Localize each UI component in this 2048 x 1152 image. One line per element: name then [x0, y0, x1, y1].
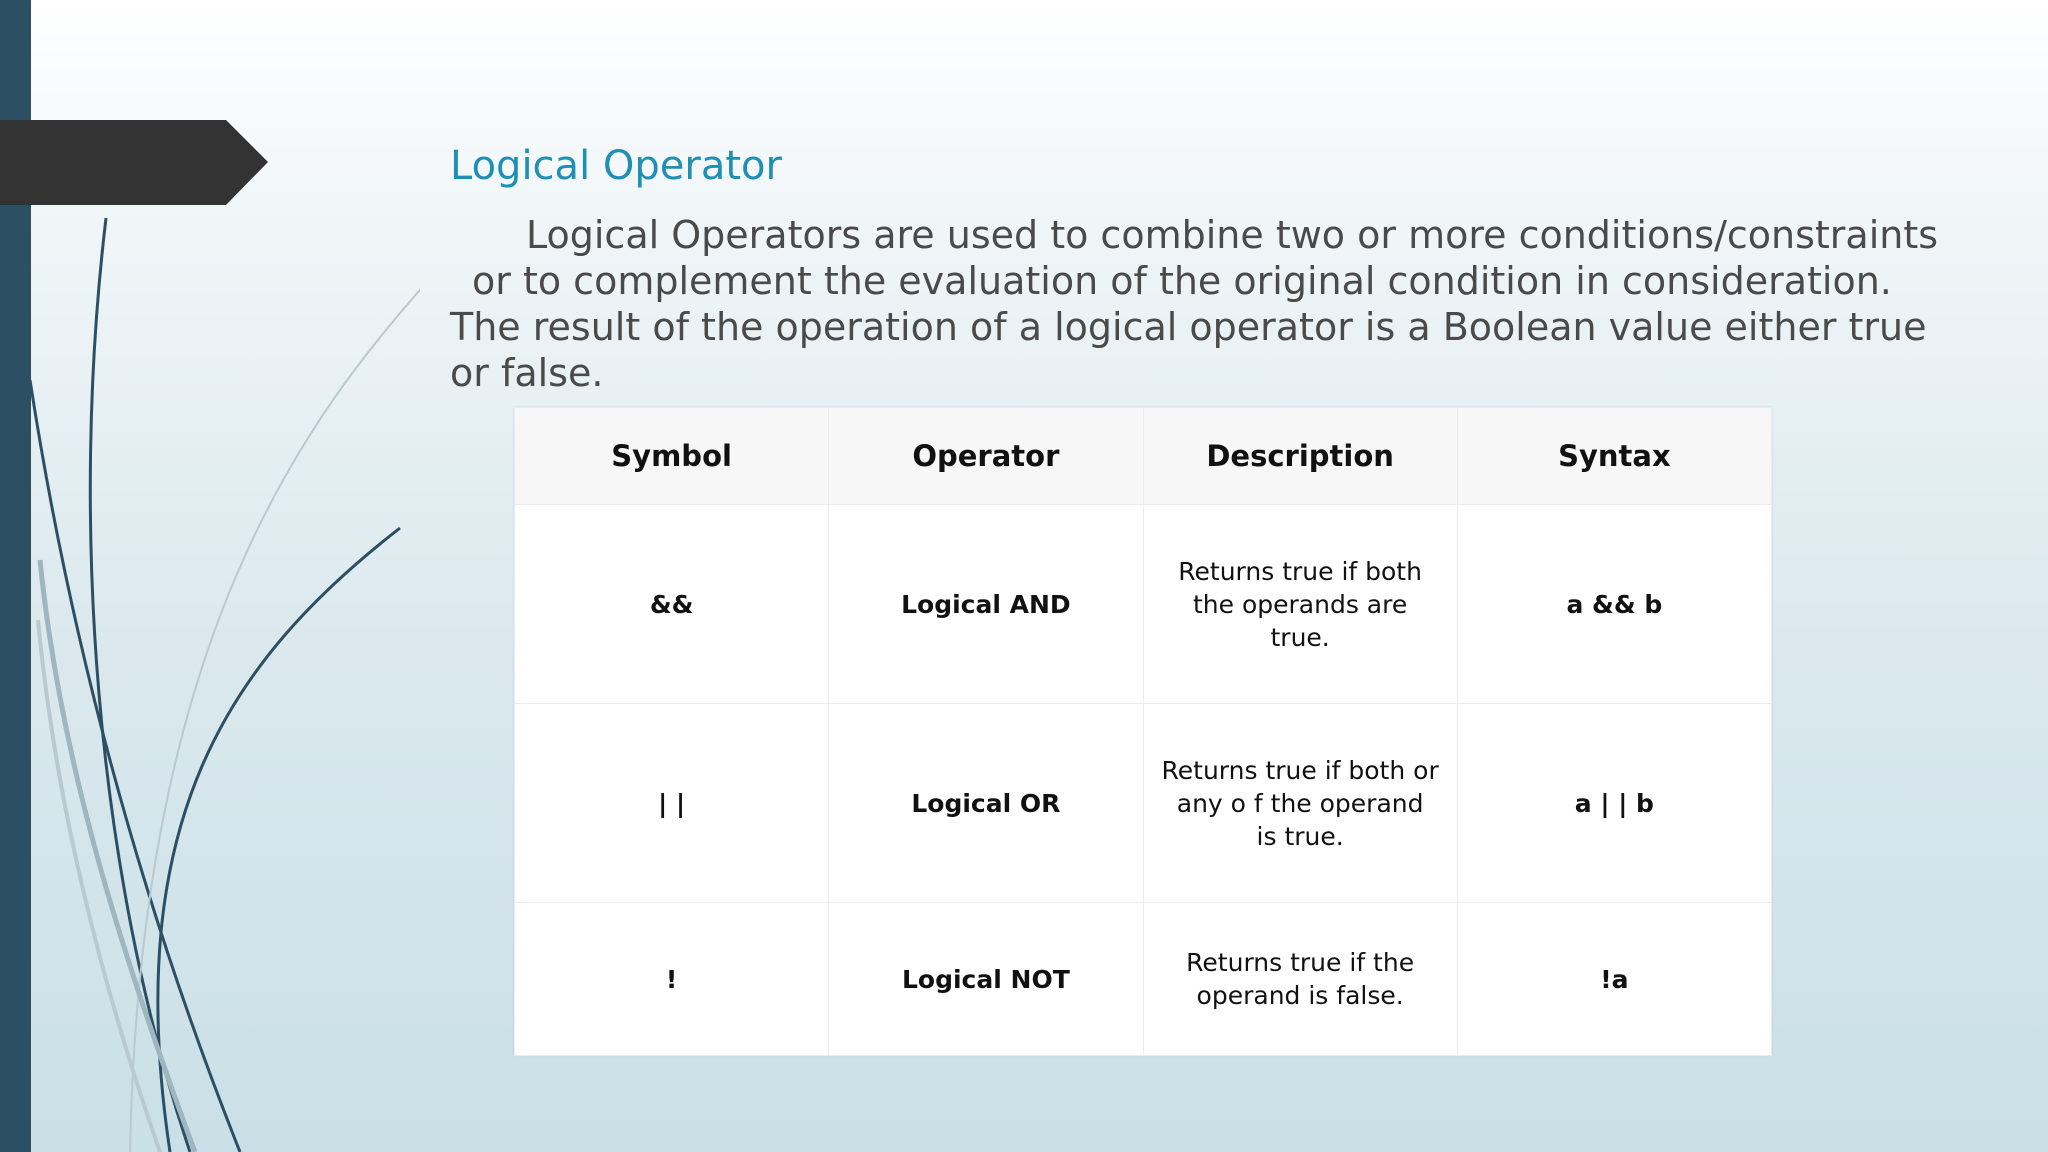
- cell-description: [1143, 505, 1457, 704]
- intro-line-1: Logical Operators are used to combine two or more conditions/constraints: [526, 213, 1939, 257]
- decorative-curves: [0, 0, 420, 1152]
- table-row: [515, 903, 1772, 1056]
- intro-line-4: or false.: [450, 351, 604, 395]
- table-row: [515, 505, 1772, 704]
- description-line: operand is false.: [1196, 981, 1404, 1010]
- description-line: the operands are: [1193, 589, 1408, 619]
- header-operator: Operator: [829, 408, 1143, 505]
- cell-operator: Logical AND: [829, 505, 1143, 704]
- cell-description: [1143, 704, 1457, 903]
- cell-operator: Logical OR: [829, 704, 1143, 903]
- description-line: Returns true if the: [1186, 948, 1415, 977]
- description-line: any o f the operand: [1176, 788, 1424, 818]
- slide-title: Logical Operator: [450, 143, 782, 189]
- cell-syntax: a | | b: [1457, 704, 1771, 903]
- cell-description: [1143, 903, 1457, 1056]
- intro-line-3: The result of the operation of a logical operator is a Boolean value either true: [450, 305, 1927, 349]
- header-syntax: Syntax: [1457, 408, 1771, 505]
- cell-syntax: a && b: [1457, 505, 1771, 704]
- cell-symbol: &&: [515, 505, 829, 704]
- cell-operator: Logical NOT: [829, 903, 1143, 1056]
- description-line: Returns true if both or: [1161, 755, 1439, 785]
- cell-syntax: !a: [1457, 903, 1771, 1056]
- intro-line-2: or to complement the evaluation of the original condition in consideration.: [472, 259, 1892, 303]
- description-line: is true.: [1256, 821, 1344, 851]
- cell-symbol: | |: [515, 704, 829, 903]
- header-symbol: Symbol: [515, 408, 829, 505]
- table-header-row: [515, 408, 1772, 505]
- operators-table: [514, 407, 1772, 1056]
- intro-paragraph: [450, 212, 1950, 396]
- header-description: Description: [1143, 408, 1457, 505]
- description-line: Returns true if both: [1178, 556, 1422, 586]
- description-line: true.: [1270, 622, 1330, 652]
- cell-symbol: !: [515, 903, 829, 1056]
- operators-table-container: [514, 407, 1772, 1055]
- table-row: [515, 704, 1772, 903]
